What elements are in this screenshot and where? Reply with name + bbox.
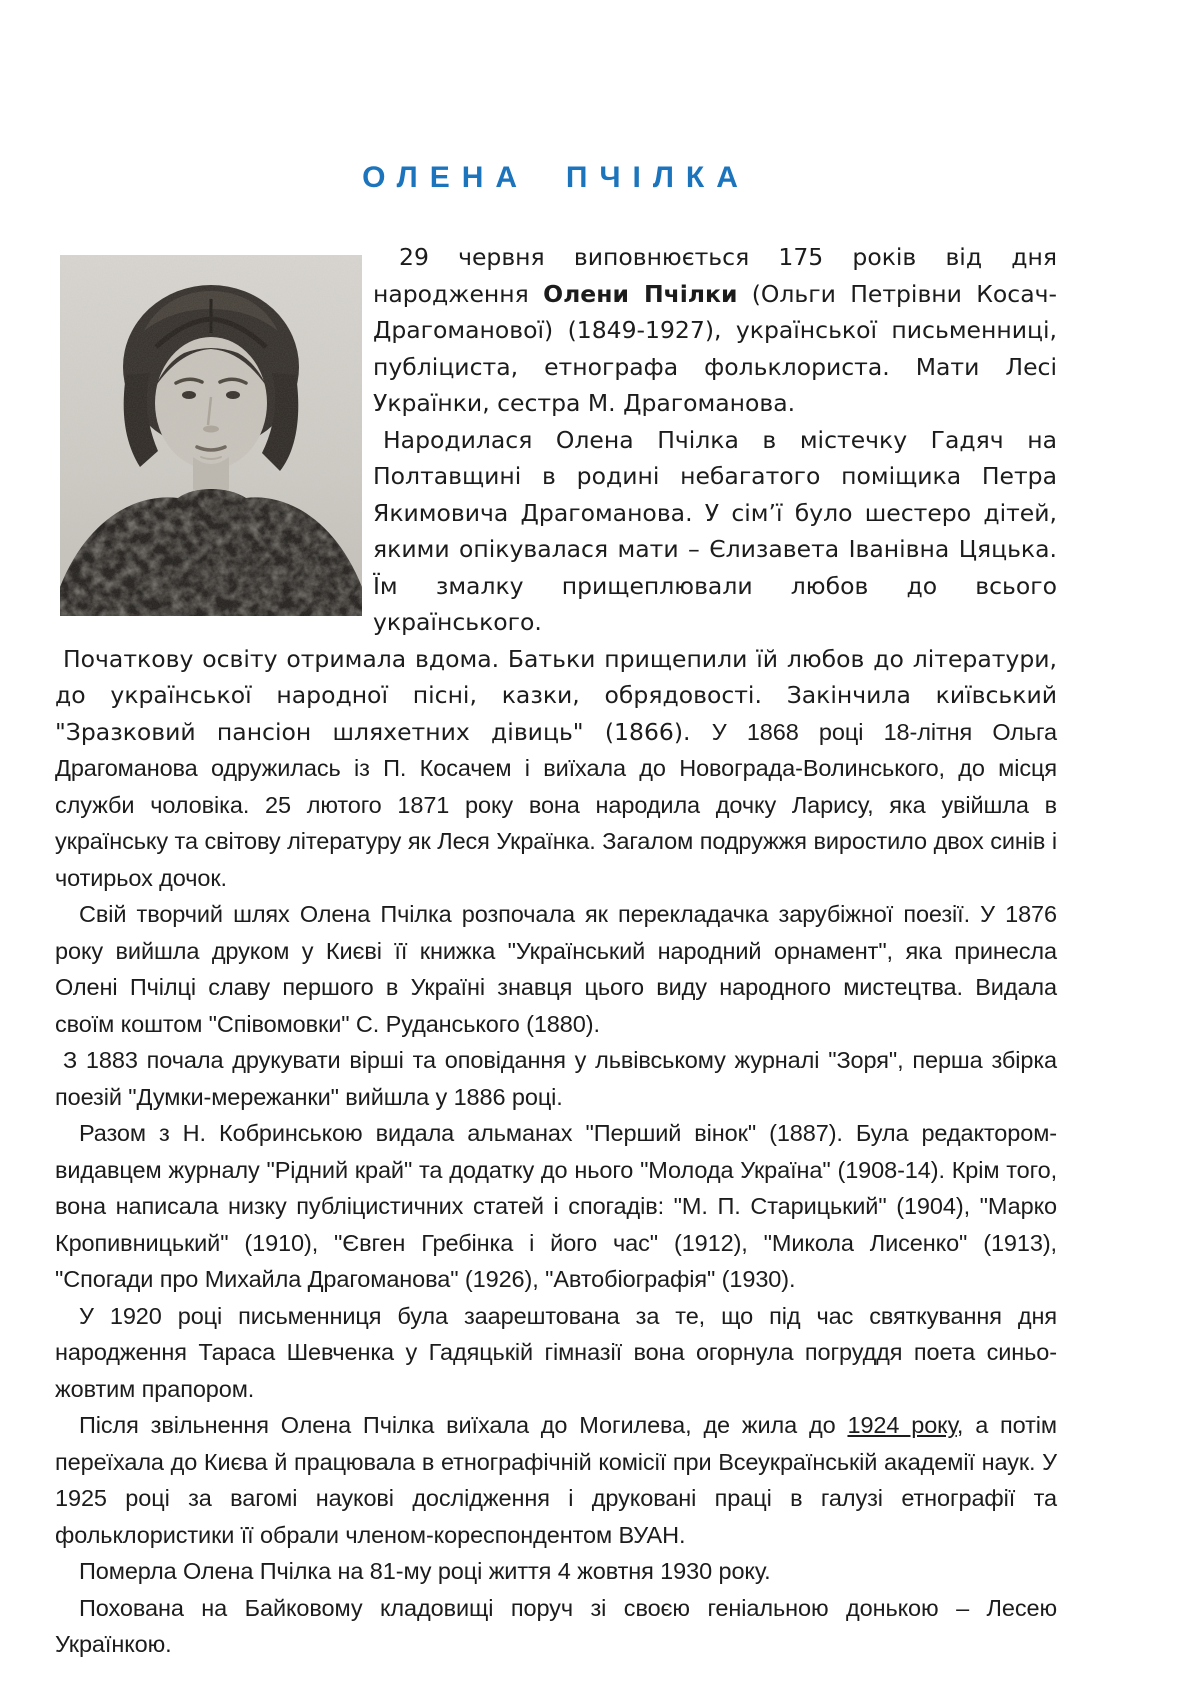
paragraph — [55, 1042, 1057, 1115]
text-run: З 1883 почала друкувати вірші та оповідання у львівському журналі "Зоря", перша збірка поезій "Думки-мережанки" вийшла у 1886 році. — [55, 1047, 1057, 1110]
paragraph — [55, 1298, 1057, 1408]
paragraph — [55, 1115, 1057, 1298]
olena-pchilka-portrait-photo — [60, 255, 362, 616]
text-run: Народилася Олена Пчілка в містечку Гадяч на Полтавщині в родині небагатого поміщика Петра Якимовича Драгоманова. У сім’ї було шестеро дітей, якими опікувалася мати – Єлизавета Іванівна Цяцька. Їм змалку прищеплювали любов до всього українського. — [373, 425, 1057, 636]
text-run: Свій творчий шлях Олена Пчілка розпочала як перекладачка зарубіжної поезії. У 1876 року вийшла друком у Києві її книжка "Український народний орнамент", яка принесла Олені Пчілці славу першого в Україні знавця цього виду народного мистецтва. Видала своїм коштом "Співомовки" С. Руданського (1880). — [55, 901, 1057, 1037]
text-run: Похована на Байковому кладовищі поруч зі своєю геніальною донькою – Лесею Українкою. — [55, 1594, 1057, 1657]
text-run: 29 червня виповнюється 175 років від дня народження — [373, 243, 1057, 308]
text-run: , а потім переїхала до Києва й працювала в етнографічній комісії при Всеукраїнській академії наук. У 1925 році за вагомі наукові дослідження і друковані праці в галузі етнографії та фольклористики її обрали членом-кореспондентом ВУАН. — [55, 1412, 1057, 1548]
text-run: Олени Пчілки — [543, 279, 738, 308]
text-run: 1924 року — [847, 1412, 957, 1438]
paragraph — [55, 896, 1057, 1042]
paragraph — [55, 1590, 1057, 1663]
text-run: Померла Олена Пчілка на 81-му році життя 4 жовтня 1930 року. — [79, 1558, 771, 1584]
text-run: Разом з Н. Кобринською видала альманах "Перший вінок" (1887). Була редактором-видавцем журналу "Рідний край" та додатку до нього "Молода Україна" (1908-14). Крім того, вона написала низку публіцистичних статей і спогадів: "М. П. Старицький" (1904), "Марко Кропивницький" (1910), "Євген Гребінка і його час" (1912), "Микола Лисенко" (1913), "Спогади про Михайла Драгоманова" (1926), "Автобіографія" (1930). — [55, 1120, 1057, 1292]
paragraph — [55, 1407, 1057, 1553]
paragraph — [55, 1553, 1057, 1590]
article-body — [55, 239, 1057, 1663]
text-run: У 1920 році письменниця була заарештована за те, що під час святкування дня народження Тараса Шевченка у Гадяцькій гімназії вона огорнула погруддя поета синьо-жовтим прапором. — [55, 1302, 1057, 1402]
page-title-text: ОЛЕНА ПЧІЛКА — [362, 161, 750, 194]
text-run: У 1868 році 18-літня Ольга Драгоманова одружилась із П. Косачем і виїхала до Новограда-Волинського, до місця служби чоловіка. 25 лютого 1871 року вона народила дочку Ларису, яка увійшла в українську та світову літературу як Леся Українка. Загалом подружжя виростило двох синів і чотирьох дочок. — [55, 718, 1057, 891]
text-run: Після звільнення Олена Пчілка виїхала до Могилева, де жила до — [79, 1412, 848, 1438]
text-run: Початкову освіту отримала вдома. Батьки прищепили їй любов до літератури, до української народної пісні, казки, обрядовості. Закінчила київський "Зразковий пансіон шляхетних дівиць" (1866). — [55, 644, 1057, 746]
paragraph — [55, 641, 1057, 897]
page-title — [55, 160, 1057, 195]
text-run: (Ольги Петрівни Косач-Драгоманової) (1849-1927), української письменниці, публіциста, етнографа фольклориста. Мати Лесі Українки, сестра М. Драгоманова. — [373, 279, 1057, 417]
portrait-photo-image — [60, 255, 362, 616]
